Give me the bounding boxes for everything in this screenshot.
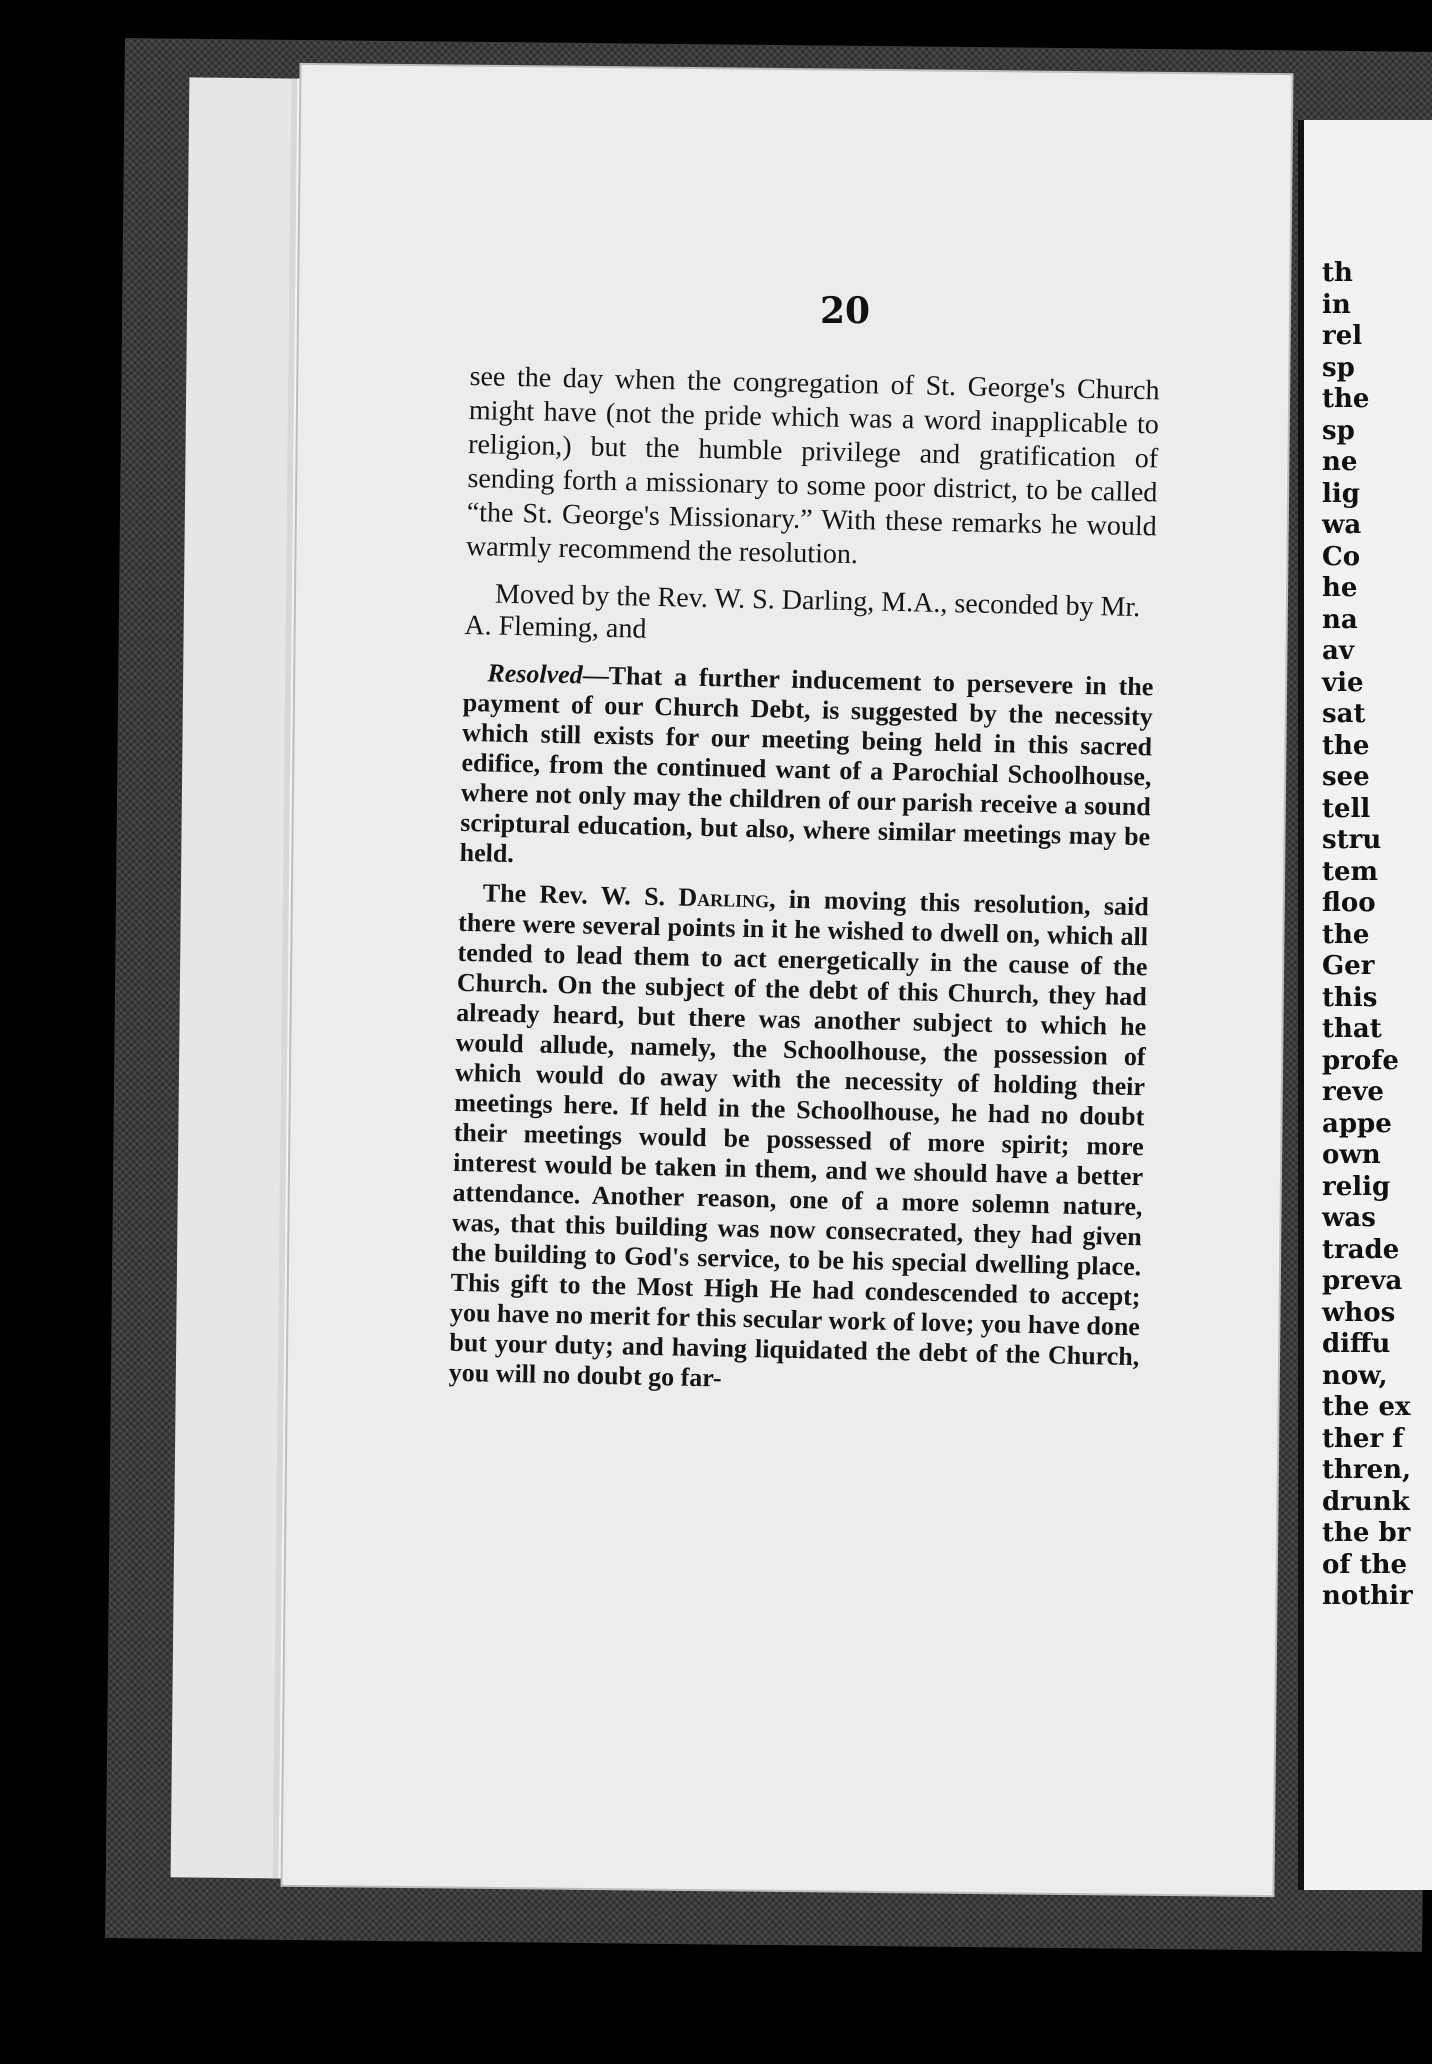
facing-page-fragment: tell — [1322, 793, 1371, 824]
speaker-name: Darling — [678, 882, 770, 914]
facing-page-fragment: the — [1322, 919, 1370, 950]
facing-page-fragment: diffu — [1322, 1329, 1391, 1359]
facing-page-fragment: see — [1322, 762, 1370, 792]
page-text — [448, 360, 1160, 1412]
facing-page-fragment: ther f — [1322, 1423, 1404, 1454]
facing-page-fragment: vie — [1322, 667, 1364, 698]
facing-page-fragment: the — [1322, 384, 1370, 414]
facing-page-fragment: he — [1322, 573, 1358, 603]
facing-page-fragment: the — [1322, 730, 1370, 761]
paragraph-moved: Moved by the Rev. W. S. Darling, M.A., seconded by Mr. A. Fleming, and — [464, 578, 1141, 645]
facing-page-fragment: the ex — [1322, 1392, 1411, 1422]
facing-page — [1298, 120, 1432, 1890]
facing-page-fragment: Ger — [1322, 951, 1375, 981]
resolved-label: Resolved — [487, 658, 584, 690]
facing-page-fragment: sat — [1322, 699, 1366, 729]
facing-page-fragment: reve — [1322, 1077, 1384, 1107]
facing-page-fragment: whos — [1322, 1297, 1396, 1328]
facing-page-fragment: tem — [1322, 856, 1379, 887]
facing-page-fragment: lig — [1322, 478, 1360, 509]
facing-page-fragment: Co — [1322, 541, 1361, 572]
facing-page-fragment: of the — [1322, 1549, 1408, 1580]
facing-page-fragment: wa — [1322, 510, 1362, 540]
paragraph-continuation: see the day when the congregation of St. George's Church might have (not the pride which was a word inapplicable to religion,) but the humble privilege and gratification of sending forth a missionary to some poor district, to be called “the St. George's Missionary.” With these remarks he would warmly recommend the resolution. — [465, 360, 1160, 571]
facing-page-fragment: floo — [1322, 888, 1376, 918]
facing-page-fragment: na — [1322, 604, 1358, 635]
facing-page-fragment: in — [1322, 289, 1351, 320]
facing-page-fragment: th — [1322, 258, 1353, 288]
speech-lead: The Rev. W. S. — [482, 878, 679, 912]
facing-page-fragment: nothir — [1322, 1581, 1413, 1611]
facing-page-fragment: sp — [1322, 415, 1355, 446]
facing-page-fragment: the br — [1322, 1518, 1411, 1548]
page-number: 20 — [820, 290, 871, 332]
speech-text: , in moving this resolution, said there were several points in it he wished to dwell on, which all tended to lead them to act energetically in the cause of the Church. On the subject of the debt of this Church, they had already heard, but there was another subject to which he would allude, namely, the Schoolhouse, the possession of which would do away with the necessity of holding their meetings here. If held in the Schoolhouse, he had no doubt their meetings would be possessed of more spirit; more interest would be taken in them, and we should have a better attendance. Another reason, one of a more solemn nature, was, that this building was now consecrated, they had given the building to God's service, to be his special dwelling place. This gift to the Most High He had condescended to accept; you have no merit for this secular work of love; you have done but your duty; and having liquidated the debt of the Church, you will no doubt go far- — [448, 884, 1150, 1393]
facing-page-fragment: thren, — [1322, 1455, 1412, 1485]
facing-page-fragment: stru — [1322, 825, 1382, 855]
facing-page-fragment: drunk — [1322, 1486, 1410, 1517]
facing-page-fragment: sp — [1322, 352, 1355, 383]
resolved-text: —That a further inducement to persevere in the payment of our Church Debt, is suggested by the necessity which still exists for our meeting being held in this sacred edifice, from the continued want of a Parochial Schoolhouse, where not only may the children of our parish receive a sound scriptural education, but also, where similar meetings may be held. — [459, 660, 1154, 869]
paragraph-resolved — [459, 658, 1153, 882]
facing-page-fragment: av — [1322, 636, 1354, 666]
facing-page-fragment: profe — [1322, 1045, 1399, 1076]
facing-page-fragment: now, — [1322, 1360, 1388, 1391]
facing-page-fragment: relig — [1322, 1171, 1391, 1202]
facing-page-fragment: ne — [1322, 447, 1358, 477]
paragraph-speech — [448, 878, 1149, 1402]
facing-page-fragment: that — [1322, 1014, 1382, 1044]
facing-page-fragment: preva — [1322, 1266, 1403, 1296]
facing-page-fragment: own — [1322, 1140, 1381, 1170]
facing-page-fragment: this — [1322, 982, 1378, 1013]
facing-page-fragment: appe — [1322, 1108, 1392, 1139]
facing-page-fragment: rel — [1322, 321, 1363, 351]
facing-page-fragment: was — [1322, 1203, 1376, 1233]
facing-page-fragment: trade — [1322, 1234, 1400, 1265]
